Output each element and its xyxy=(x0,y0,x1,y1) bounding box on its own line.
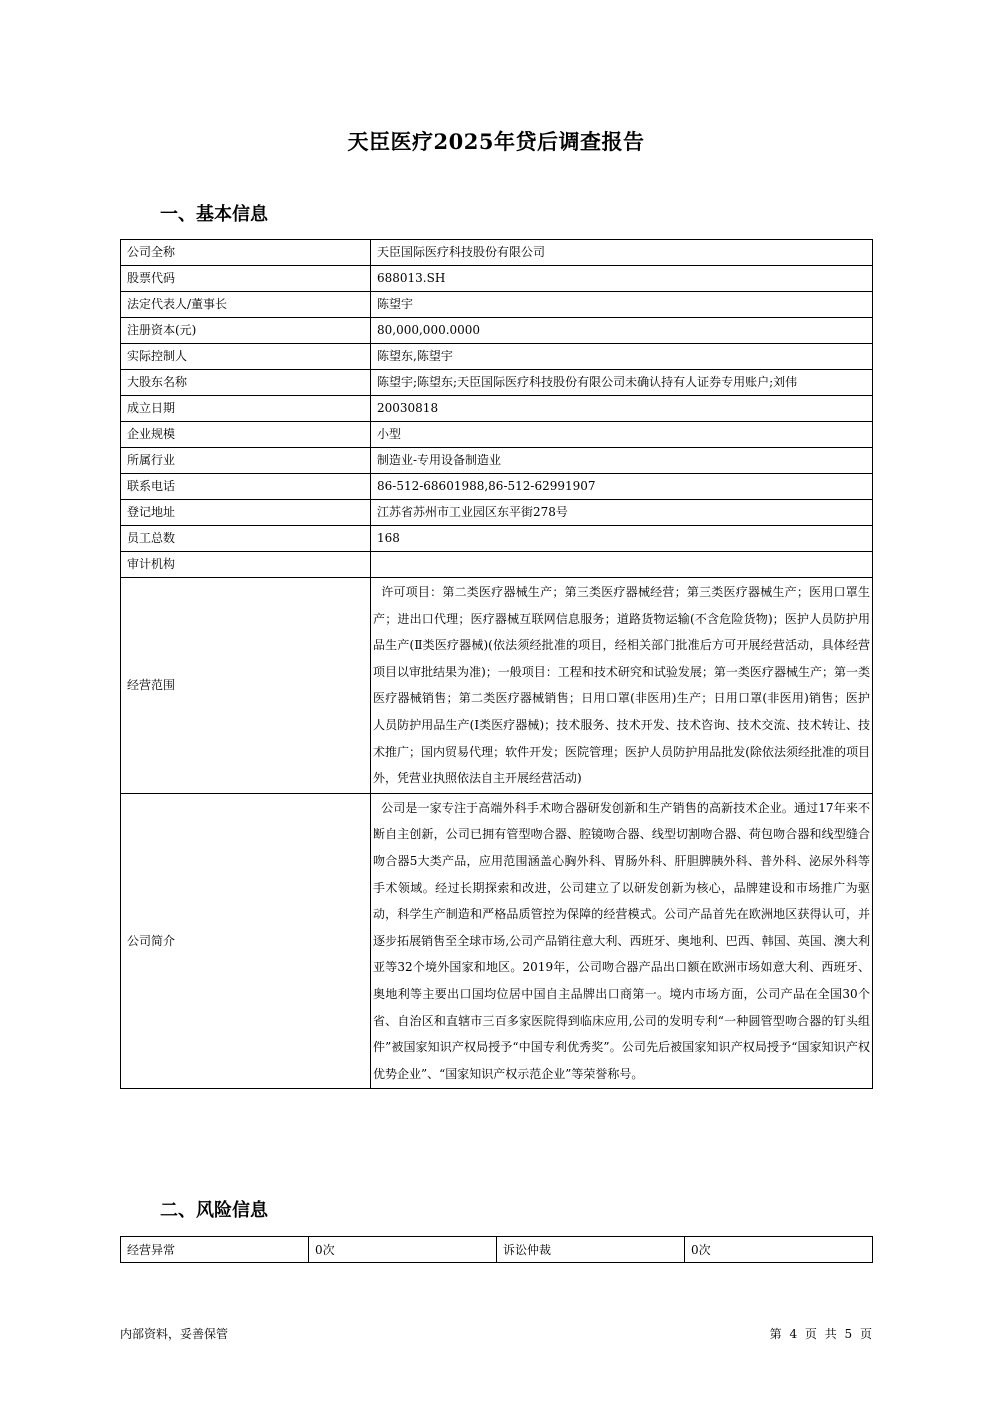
row-label: 企业规模 xyxy=(121,422,371,448)
table-row xyxy=(121,292,873,318)
row-label: 注册资本(元) xyxy=(121,318,371,344)
litigation-value: 0次 xyxy=(685,1237,873,1263)
row-value: 陈望宇;陈望东;天臣国际医疗科技股份有限公司未确认持有人证券专用账户;刘伟 xyxy=(371,370,873,396)
row-label: 股票代码 xyxy=(121,266,371,292)
row-value: 江苏省苏州市工业园区东平街278号 xyxy=(371,500,873,526)
footer-page-number: 第 4 页 共 5 页 xyxy=(769,1327,872,1341)
table-row xyxy=(121,500,873,526)
row-label: 实际控制人 xyxy=(121,344,371,370)
risk-info-table xyxy=(120,1236,873,1263)
row-value: 168 xyxy=(371,526,873,552)
table-row xyxy=(121,344,873,370)
table-row xyxy=(121,396,873,422)
section-title-risk-info: 二、风险信息 xyxy=(160,1200,268,1221)
abnormal-operation-label: 经营异常 xyxy=(121,1237,309,1263)
table-row xyxy=(121,266,873,292)
row-label: 法定代表人/董事长 xyxy=(121,292,371,318)
row-value: 80,000,000.0000 xyxy=(371,318,873,344)
table-row xyxy=(121,448,873,474)
company-profile-value: 公司是一家专注于高端外科手术吻合器研发创新和生产销售的高新技术企业。通过17年来不断自主创新，公司已拥有管型吻合器、腔镜吻合器、线型切割吻合器、荷包吻合器和线型缝合吻合器5大类产品，应用范围涵盖心胸外科、胃肠外科、肝胆脾胰外科、普外科、泌尿外科等手术领域。经过长期探索和改进，公司建立了以研发创新为核心，品牌建设和市场推广为驱动，科学生产制造和严格品质管控为保障的经营模式。公司产品首先在欧洲地区获得认可，并逐步拓展销售至全球市场,公司产品销往意大利、西班牙、奥地利、巴西、韩国、英国、澳大利亚等32个境外国家和地区。2019年，公司吻合器产品出口额在欧洲市场如意大利、西班牙、奥地利等主要出口国均位居中国自主品牌出口商第一。境内市场方面，公司产品在全国30个省、自治区和直辖市三百多家医院得到临床应用,公司的发明专利“一种圆管型吻合器的钉头组件”被国家知识产权局授予“中国专利优秀奖”。公司先后被国家知识产权局授予“国家知识产权优势企业”、“国家知识产权示范企业”等荣誉称号。 xyxy=(373,800,870,1081)
table-row-company-profile xyxy=(121,793,873,1089)
business-scope-label: 经营范围 xyxy=(121,578,371,794)
table-row xyxy=(121,474,873,500)
row-value xyxy=(371,552,873,578)
row-value: 陈望宇 xyxy=(371,292,873,318)
business-scope-value: 许可项目：第二类医疗器械生产；第三类医疗器械经营；第三类医疗器械生产；医用口罩生产；进出口代理；医疗器械互联网信息服务；道路货物运输(不含危险货物)；医护人员防护用品生产(Ⅱ类医疗器械)(依法须经批准的项目，经相关部门批准后方可开展经营活动，具体经营项目以审批结果为准)；一般项目：工程和技术研究和试验发展；第一类医疗器械生产；第一类医疗器械销售；第二类医疗器械销售；日用口罩(非医用)生产；日用口罩(非医用)销售；医护人员防护用品生产(Ⅰ类医疗器械)；技术服务、技术开发、技术咨询、技术交流、技术转让、技术推广；国内贸易代理；软件开发；医院管理；医护人员防护用品批发(除依法须经批准的项目外，凭营业执照依法自主开展经营活动) xyxy=(373,585,870,786)
row-label: 成立日期 xyxy=(121,396,371,422)
row-label: 所属行业 xyxy=(121,448,371,474)
row-value: 制造业-专用设备制造业 xyxy=(371,448,873,474)
row-label: 大股东名称 xyxy=(121,370,371,396)
basic-info-table xyxy=(120,239,873,1089)
table-row xyxy=(121,552,873,578)
document-title: 天臣医疗2025年贷后调查报告 xyxy=(347,129,645,154)
row-label: 登记地址 xyxy=(121,500,371,526)
abnormal-operation-value: 0次 xyxy=(309,1237,497,1263)
row-value: 86-512-68601988,86-512-62991907 xyxy=(371,474,873,500)
row-value: 20030818 xyxy=(371,396,873,422)
row-label: 公司全称 xyxy=(121,240,371,266)
table-row xyxy=(121,240,873,266)
section-title-basic-info: 一、基本信息 xyxy=(160,204,268,225)
row-value: 天臣国际医疗科技股份有限公司 xyxy=(371,240,873,266)
company-profile-label: 公司简介 xyxy=(121,793,371,1089)
table-row xyxy=(121,1237,873,1263)
table-row xyxy=(121,422,873,448)
litigation-label: 诉讼仲裁 xyxy=(497,1237,685,1263)
table-row xyxy=(121,370,873,396)
table-row xyxy=(121,526,873,552)
row-label: 员工总数 xyxy=(121,526,371,552)
row-label: 审计机构 xyxy=(121,552,371,578)
table-row-business-scope xyxy=(121,578,873,794)
row-value: 陈望东,陈望宇 xyxy=(371,344,873,370)
row-value: 小型 xyxy=(371,422,873,448)
footer-confidential-note: 内部资料，妥善保管 xyxy=(120,1327,229,1341)
row-label: 联系电话 xyxy=(121,474,371,500)
row-value: 688013.SH xyxy=(371,266,873,292)
table-row xyxy=(121,318,873,344)
